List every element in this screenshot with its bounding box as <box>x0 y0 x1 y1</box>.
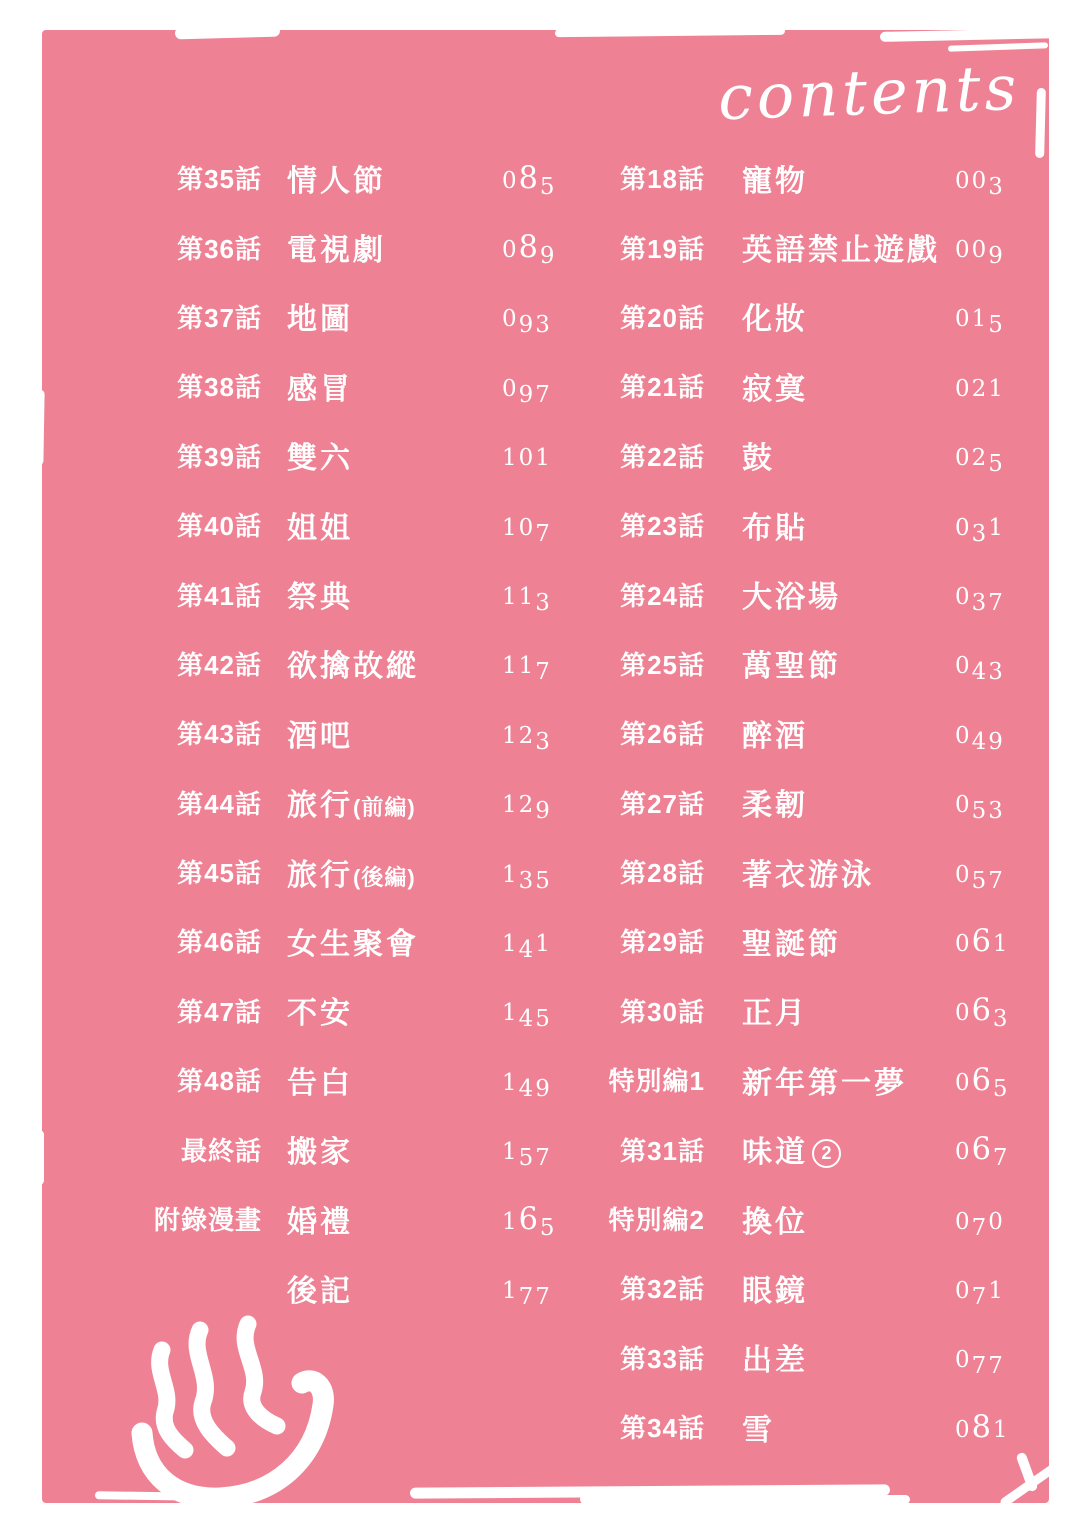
toc-row <box>605 143 1045 212</box>
chapter-title: 雪 <box>742 1413 775 1447</box>
toc-row <box>120 976 585 1045</box>
page-number: 063 <box>955 993 1010 1033</box>
chapter-title: 味道 2 <box>705 1127 955 1171</box>
toc-row <box>120 351 585 420</box>
chapter-label: 第39話 <box>177 441 262 472</box>
chapter-label: 第47話 <box>177 996 262 1027</box>
toc-row <box>120 143 585 212</box>
toc-row <box>605 1392 1045 1461</box>
chapter-title: 新年第一夢 <box>742 1066 907 1100</box>
toc-row <box>605 1045 1045 1114</box>
chapter-label: 第42話 <box>177 649 262 680</box>
chapter-title: 搬家 <box>287 1136 353 1170</box>
toc-row <box>120 768 585 837</box>
chapter-label: 最終話 <box>180 1135 262 1166</box>
contents-script-title: contents <box>716 50 1022 135</box>
chapter-title: 換位 <box>742 1205 808 1239</box>
toc-row <box>605 1114 1045 1183</box>
chapter-label: 第28話 <box>620 858 705 889</box>
chapter-title: 女生聚會 <box>287 927 419 961</box>
chapter-label: 第31話 <box>620 1135 705 1166</box>
page-number: 089 <box>502 230 557 270</box>
chapter-label: 第25話 <box>620 649 705 680</box>
chapter-title: 不安 <box>287 997 353 1031</box>
page-number: 177 <box>502 1277 552 1310</box>
chapter-label: 特別編1 <box>608 1066 705 1097</box>
chapter-label: 第23話 <box>620 511 705 542</box>
page-number: 009 <box>955 237 1005 270</box>
page-number: 113 <box>502 584 552 616</box>
chapter-label: 第26話 <box>620 719 705 750</box>
toc-row <box>605 1323 1045 1392</box>
chapter-title: 聖誕節 <box>742 927 841 961</box>
chapter-title-suffix: (後編) <box>353 864 416 890</box>
chapter-label: 第45話 <box>177 858 262 889</box>
chapter-label: 第27話 <box>620 788 705 819</box>
chapter-title: 婚禮 <box>287 1205 353 1239</box>
chapter-title: 正月 <box>742 997 808 1031</box>
chapter-title: 告白 <box>287 1066 353 1100</box>
toc-row <box>120 906 585 975</box>
chapter-label: 第24話 <box>620 580 705 611</box>
toc-row <box>605 906 1045 975</box>
page-number: 081 <box>955 1409 1010 1445</box>
chapter-label: 第37話 <box>177 302 262 333</box>
chapter-title: 感冒 <box>287 372 353 406</box>
chapter-label: 第20話 <box>620 302 705 333</box>
page-number: 061 <box>955 923 1010 959</box>
chapter-label: 第43話 <box>177 719 262 750</box>
chapter-label: 第30話 <box>620 996 705 1027</box>
chapter-title: 寵物 <box>742 164 808 198</box>
page-number: 097 <box>502 375 552 408</box>
chapter-label: 第35話 <box>177 164 262 195</box>
toc-column-right <box>605 143 1045 1461</box>
toc-row <box>605 421 1045 490</box>
chapter-label: 第22話 <box>620 441 705 472</box>
chapter-label: 第34話 <box>620 1413 705 1444</box>
toc-row <box>120 559 585 628</box>
chapter-label: 第40話 <box>177 511 262 542</box>
brush-streak <box>35 390 44 465</box>
page-number: 077 <box>955 1347 1005 1380</box>
chapter-title: 欲擒故縱 <box>287 650 419 684</box>
chapter-label: 第41話 <box>177 580 262 611</box>
page-number: 165 <box>502 1201 557 1241</box>
page-number: 031 <box>955 514 1005 547</box>
page-number: 135 <box>502 861 552 894</box>
page-number: 065 <box>955 1062 1010 1102</box>
toc-row <box>120 629 585 698</box>
chapter-title: 旅行(前編) <box>287 789 416 823</box>
page-number: 085 <box>502 160 557 200</box>
chapter-title: 英語禁止遊戲 <box>742 234 940 268</box>
chapter-label: 第48話 <box>177 1066 262 1097</box>
toc-row <box>120 1253 585 1322</box>
toc-column-left <box>120 143 585 1323</box>
page-number: 057 <box>955 861 1005 894</box>
chapter-title: 化妝 <box>742 303 808 337</box>
page-number: 129 <box>502 792 552 825</box>
chapter-title: 後記 <box>287 1274 353 1308</box>
chapter-title: 鼓 <box>742 442 775 476</box>
chapter-title: 姐姐 <box>287 511 353 545</box>
chapter-label: 特別編2 <box>608 1205 705 1236</box>
chapter-title: 酒吧 <box>287 719 353 753</box>
chapter-label: 第32話 <box>620 1274 705 1305</box>
chapter-label: 第44話 <box>177 788 262 819</box>
page-number: 067 <box>955 1132 1010 1172</box>
chapter-title: 眼鏡 <box>742 1274 808 1308</box>
chapter-label: 第46話 <box>177 927 262 958</box>
toc-row <box>605 629 1045 698</box>
toc-row <box>120 837 585 906</box>
page-number: 015 <box>955 306 1005 339</box>
chapter-label: 第38話 <box>177 372 262 403</box>
chapter-label: 第18話 <box>620 164 705 195</box>
toc-row <box>120 490 585 559</box>
toc-row <box>120 282 585 351</box>
chapter-title: 雙六 <box>287 442 353 476</box>
page-number: 157 <box>502 1139 552 1172</box>
chapter-label: 第33話 <box>620 1343 705 1374</box>
chapter-label: 第19話 <box>620 233 705 264</box>
page-number: 093 <box>502 306 552 339</box>
toc-row <box>605 976 1045 1045</box>
page-number: 025 <box>955 445 1005 478</box>
chapter-title: 旅行(後編) <box>287 858 416 892</box>
chapter-label: 第29話 <box>620 927 705 958</box>
chapter-label: 第21話 <box>620 372 705 403</box>
page-number: 037 <box>955 584 1005 616</box>
chapter-title-suffix: (前編) <box>353 795 416 821</box>
page-number: 123 <box>502 722 552 755</box>
toc-row <box>605 1253 1045 1322</box>
toc-row <box>605 698 1045 767</box>
page-number: 149 <box>502 1069 552 1102</box>
toc-row <box>605 351 1045 420</box>
toc-row <box>120 1114 585 1183</box>
toc-row <box>605 490 1045 559</box>
page-number: 049 <box>955 722 1005 755</box>
chapter-title: 情人節 <box>287 164 386 198</box>
page-number: 117 <box>502 653 552 686</box>
toc-row <box>120 698 585 767</box>
chapter-title: 布貼 <box>742 511 808 545</box>
toc-row <box>605 559 1045 628</box>
page-number: 043 <box>955 653 1005 686</box>
chapter-title: 柔韌 <box>742 789 808 823</box>
page-number: 141 <box>502 930 552 963</box>
page-number: 003 <box>955 167 1005 200</box>
toc-row <box>605 282 1045 351</box>
toc-row <box>605 837 1045 906</box>
toc-row <box>120 1184 585 1253</box>
page-number: 101 <box>502 445 552 472</box>
toc-row <box>605 212 1045 281</box>
page-number: 145 <box>502 1000 552 1033</box>
chapter-label: 第36話 <box>177 233 262 264</box>
circled-number: 2 <box>812 1139 841 1168</box>
page-number: 071 <box>955 1277 1005 1310</box>
brush-streak <box>35 1130 44 1185</box>
toc-row <box>120 212 585 281</box>
chapter-label: 附錄漫畫 <box>153 1205 262 1236</box>
chapter-title: 寂寞 <box>742 372 808 406</box>
onsen-hot-spring-icon <box>115 1310 355 1520</box>
toc-row <box>120 421 585 490</box>
chapter-title: 醉酒 <box>742 719 808 753</box>
brush-streak <box>1035 88 1046 158</box>
chapter-title: 祭典 <box>287 581 353 615</box>
brush-streak <box>580 1495 910 1504</box>
chapter-title: 地圖 <box>287 303 353 337</box>
chapter-title: 著衣游泳 <box>742 858 874 892</box>
chapter-title: 電視劇 <box>287 234 386 268</box>
toc-row <box>120 1045 585 1114</box>
chapter-title: 萬聖節 <box>742 650 841 684</box>
brush-streak <box>95 1491 205 1501</box>
page-number: 107 <box>502 514 552 547</box>
page-number: 070 <box>955 1208 1005 1241</box>
toc-row <box>605 1184 1045 1253</box>
page-number: 053 <box>955 792 1005 825</box>
toc-row <box>605 768 1045 837</box>
page-number: 021 <box>955 375 1005 402</box>
chapter-title: 大浴場 <box>742 581 841 615</box>
chapter-title: 出差 <box>742 1344 808 1378</box>
